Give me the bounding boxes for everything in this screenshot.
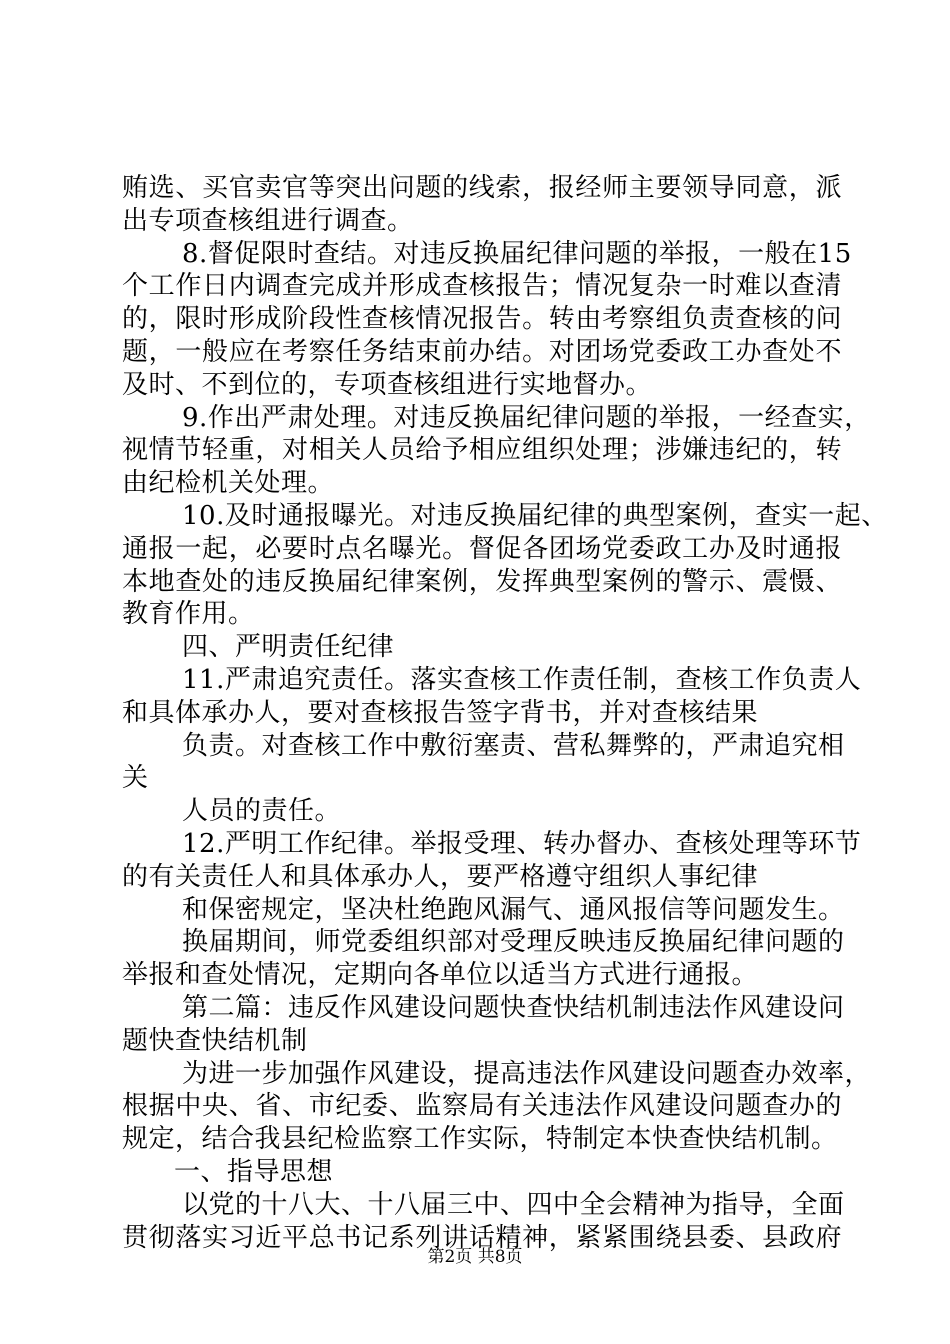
text-line: 和保密规定，坚决杜绝跑风漏气、通风报信等问题发生。 [182, 894, 845, 925]
text-line: 个 工 作 日 内 调 查 完 成 并 形 成 查 核 报 告 ； 情 况 复 杂 一 时 难 以 查 清 [122, 271, 842, 302]
text-line: 本 地 查 处 的 违 反 换 届 纪 律 案 例 ， 发 挥 典 型 案 例 的 警 示 、 震 慑 、 [122, 566, 842, 597]
text-line: 出专项查核组进行调查。 [122, 205, 414, 236]
text-line: 四、严明责任纪律 [182, 632, 395, 663]
text-line: 贿 选 、 买 官 卖 官 等 突 出 问 题 的 线 索 ， 报 经 师 主 要 领 导 同 意 ， 派 [122, 173, 842, 203]
text-line: 教育作用。 [122, 599, 255, 630]
text-line: 规定，结合我县纪检监察工作实际，特制定本快查快结机制。 [122, 1124, 838, 1155]
text-line: 的有关责任人和具体承办人，要严格遵守组织人事纪律 [122, 861, 759, 892]
text-line: 的 ， 限 时 形 成 阶 段 性 查 核 情 况 报 告 。 转 由 考 察 组 负 责 查 核 的 问 [122, 304, 842, 335]
text-line: 第二篇：违反作风建设问题快查快结机制违法作风建设问 [182, 992, 845, 1023]
text-line: 一、指导思想 [174, 1156, 334, 1187]
text-line: 人员的责任。 [182, 796, 342, 827]
text-line: 及时、不到位的，专项查核组进行实地督办。 [122, 369, 653, 400]
text-line: 以党的十八大、十八届三中、四中全会精神为指导，全面 [182, 1189, 845, 1220]
text-line: 题 ， 一 般 应 在 考 察 任 务 结 束 前 办 结 。 对 团 场 党 委 政 工 办 查 处 不 [122, 336, 842, 367]
text-line: 题快查快结机制 [122, 1025, 308, 1056]
text-line: 贯 彻 落 实 习 近 平 总 书 记 系 列 讲 话 精 神 ， 紧 紧 围 绕 县 委 、 县 政 府 [122, 1222, 842, 1253]
text-line: 根 据 中 央 、 省 、 市 纪 委 、 监 察 局 有 关 违 法 作 风 建 设 问 题 查 办 的 [122, 1091, 842, 1122]
text-line: 8 . 督 促 限 时 查 结 。 对 违 反 换 届 纪 律 问 题 的 举 报 ， 一 般 在 1 5 [182, 238, 852, 269]
text-line: 关 [122, 763, 149, 794]
text-line: 1 2 . 严 明 工 作 纪 律 。 举 报 受 理 、 转 办 督 办 、 查 核 处 理 等 环 节 [182, 828, 862, 859]
text-line: 举报和查处情况，定期向各单位以适当方式进行通报。 [122, 960, 759, 991]
text-line: 视 情 节 轻 重 ， 对 相 关 人 员 给 予 相 应 组 织 处 理 ； 涉 嫌 违 纪 的 ， 转 [122, 435, 842, 466]
text-line: 和具体承办人，要对查核报告签字背书，并对查核结果 [122, 697, 759, 728]
text-line: 1 0 . 及 时 通 报 曝 光 。 对 违 反 换 届 纪 律 的 典 型 案 例 ， 查 实 一 起 、 [182, 500, 888, 531]
text-line: 为进一步加强作风建设，提高违法作风建设问题查办效率， [182, 1058, 872, 1089]
text-line: 换届期间，师党委组织部对受理反映违反换届纪律问题的 [182, 927, 845, 958]
text-line: 负责。对查核工作中敷衍塞责、营私舞弊的，严肃追究相 [182, 730, 845, 761]
page-footer: 第2页 共8页 [427, 1247, 523, 1267]
text-line: 9 . 作 出 严 肃 处 理 。 对 违 反 换 届 纪 律 问 题 的 举 报 ， 一 经 查 实 ， [182, 402, 871, 433]
text-line: 通 报 一 起 ， 必 要 时 点 名 曝 光 。 督 促 各 团 场 党 委 政 工 办 及 时 通 报 [122, 533, 842, 564]
document-body [122, 172, 888, 1254]
text-line: 1 1 . 严 肃 追 究 责 任 。 落 实 查 核 工 作 责 任 制 ， 查 核 工 作 负 责 人 [182, 664, 862, 695]
text-line: 由纪检机关处理。 [122, 468, 335, 499]
